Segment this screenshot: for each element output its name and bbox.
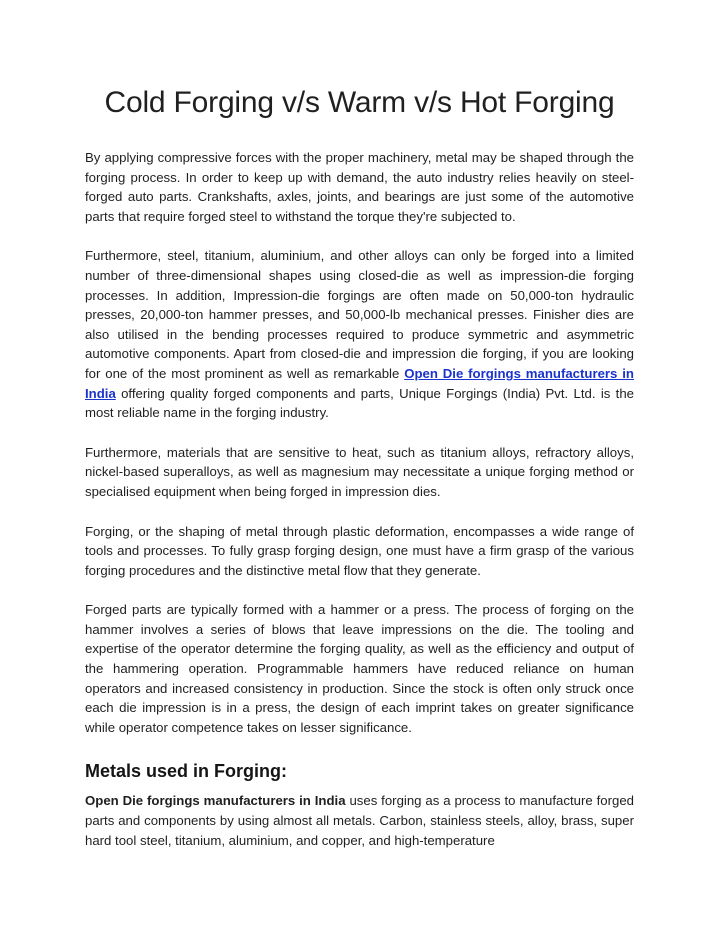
- paragraph-metals: [85, 791, 634, 850]
- paragraph-text: Furthermore, steel, titanium, aluminium, and other alloys can only be forged into a limited number of three-dimensional shapes using closed-die as well as impression-die forging processes. In addition, Impression-die forgings are often made on 50,000-ton hydraulic presses, 20,000-ton hammer presses, and 50,000-lb mechanical presses. Finisher dies are also utilised in the bending processes required to produce symmetric and asymmetric automotive components. Apart from closed-die and impression die forging, if you are looking for one of the most prominent as well as remarkable: [85, 248, 634, 381]
- paragraph-heat-sensitive: Furthermore, materials that are sensitive to heat, such as titanium alloys, refractory alloys, nickel-based superalloys, as well as magnesium may necessitate a unique forging method or specialised equipment when being forged in impression dies.: [85, 444, 634, 499]
- paragraph-hammer-press: Forged parts are typically formed with a hammer or a press. The process of forging on the hammer involves a series of blows that leave impressions on the die. The tooling and expertise of the operator determine the forging quality, as well as the efficiency and output of the hammering operation. Programmable hammers have reduced reliance on human operators and increased consistency in production. Since the stock is often only struck once each die impression is in a press, the design of each imprint takes on greater significance while operator competence takes on lesser significance.: [85, 602, 634, 735]
- lead-bold-text: Open Die forgings manufacturers in India: [85, 793, 346, 809]
- paragraph-text: uses forging as a process to manufacture forged parts and components by using almost all metals. Carbon, stainless steels, alloy, brass, super hard tool steel, titanium, aluminium, and copper, and high-temperature: [85, 793, 634, 848]
- paragraph-forging-definition: Forging, or the shaping of metal through plastic deformation, encompasses a wide range of tools and processes. To fully grasp forging design, one must have a firm grasp of the various forging procedures and the distinctive metal flow that they generate.: [85, 523, 634, 578]
- section-heading: Metals used in Forging:: [85, 761, 288, 782]
- open-die-link[interactable]: Open Die forgings manufacturers in India: [85, 365, 634, 401]
- paragraph-intro: By applying compressive forces with the proper machinery, metal may be shaped through the forging process. In order to keep up with demand, the auto industry relies heavily on steel-forged auto parts. Crankshafts, axles, joints, and bearings are just some of the automotive parts that require forged steel to withstand the torque they're subjected to.: [85, 150, 634, 224]
- page-title: Cold Forging v/s Warm v/s Hot Forging: [104, 86, 615, 119]
- paragraph-closed-die: [85, 246, 634, 422]
- paragraph-text: offering quality forged components and parts, Unique Forgings (India) Pvt. Ltd. is the most reliable name in the forging industry.: [85, 385, 634, 421]
